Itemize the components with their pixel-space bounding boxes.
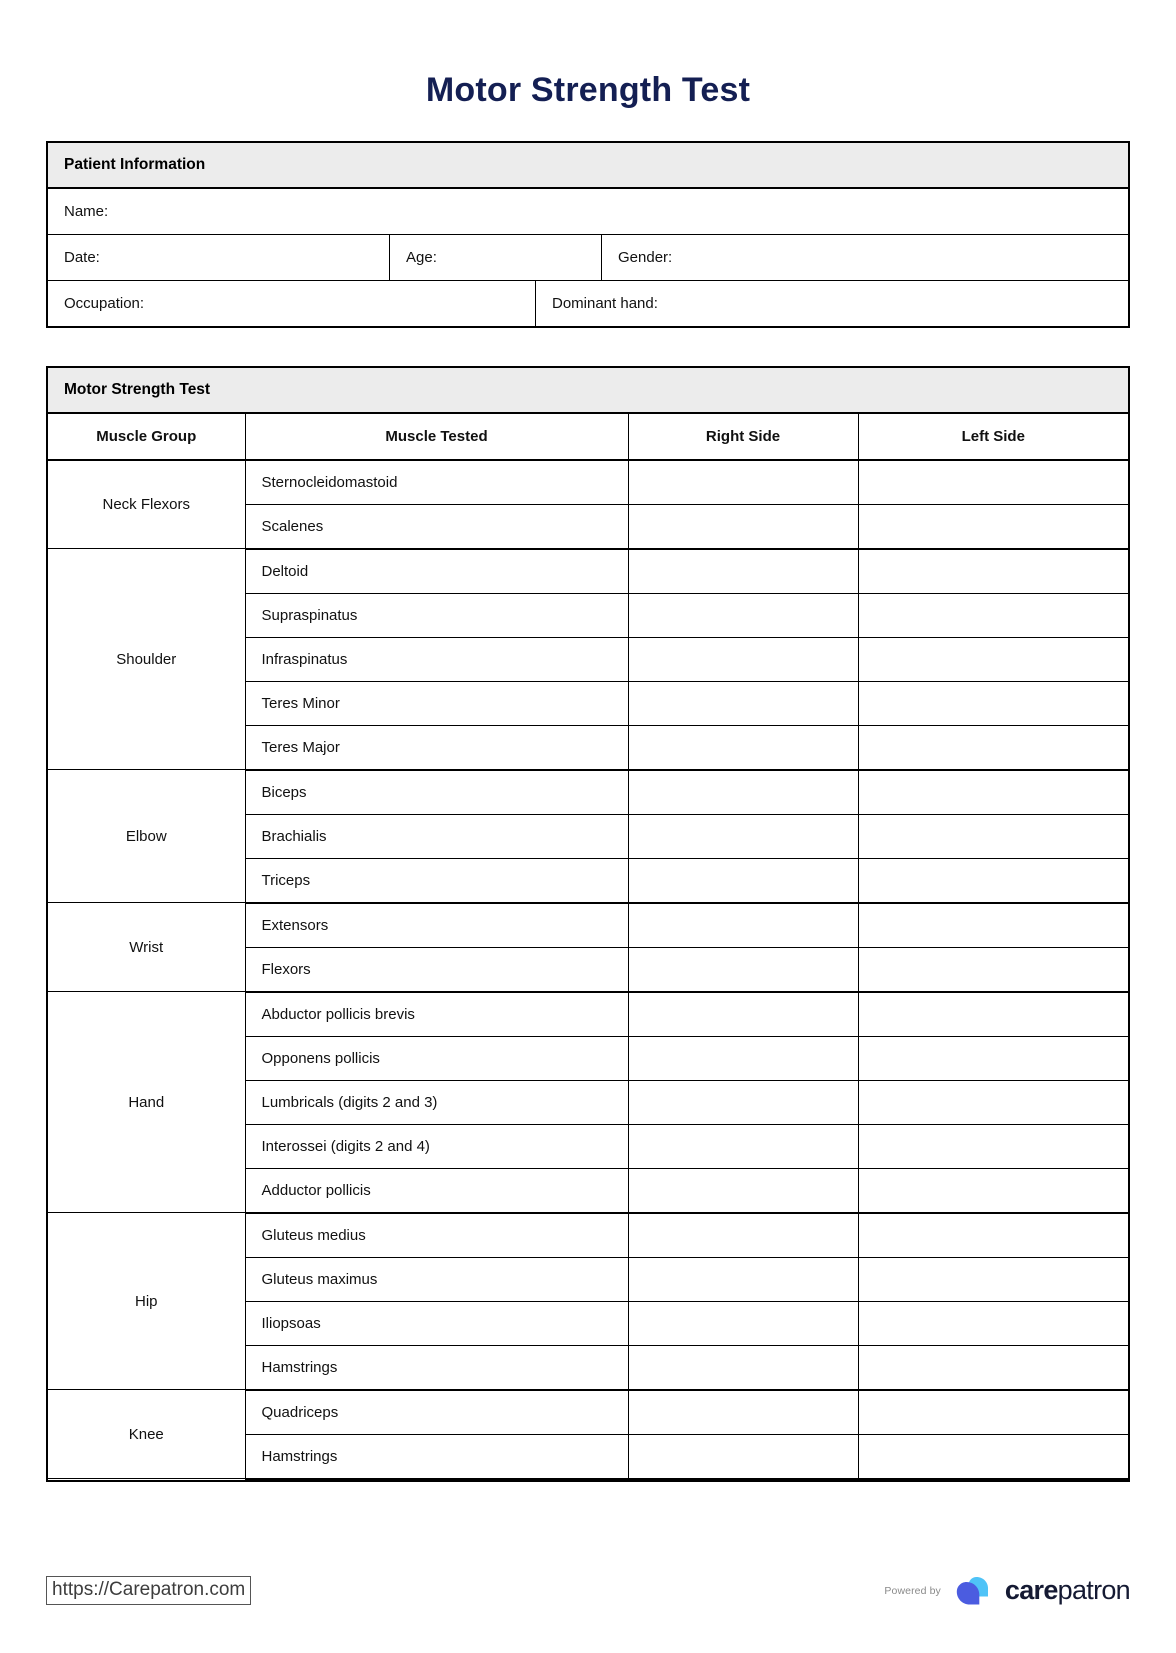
field-label: Gender:	[618, 248, 673, 266]
patient-field-age[interactable]	[390, 235, 602, 280]
left-side-input-cell[interactable]	[858, 549, 1128, 594]
right-side-input-cell[interactable]	[628, 1213, 858, 1258]
muscle-tested-cell: Brachialis	[245, 814, 628, 858]
left-side-input-cell[interactable]	[858, 992, 1128, 1037]
right-side-input-cell[interactable]	[628, 1345, 858, 1390]
left-side-input-cell[interactable]	[858, 814, 1128, 858]
right-side-input-cell[interactable]	[628, 637, 858, 681]
right-side-input-cell[interactable]	[628, 593, 858, 637]
muscle-tested-cell: Biceps	[245, 770, 628, 815]
right-side-input-cell[interactable]	[628, 858, 858, 903]
right-side-input-cell[interactable]	[628, 1168, 858, 1213]
patient-information-rows	[48, 189, 1128, 326]
muscle-tested-cell: Supraspinatus	[245, 593, 628, 637]
wordmark-patron: patron	[1057, 1575, 1130, 1606]
right-side-input-cell[interactable]	[628, 681, 858, 725]
patient-field-dominant_hand[interactable]	[536, 281, 1128, 326]
left-side-input-cell[interactable]	[858, 858, 1128, 903]
field-label: Occupation:	[64, 294, 145, 312]
table-body	[48, 460, 1128, 1479]
muscle-tested-cell: Adductor pollicis	[245, 1168, 628, 1213]
left-side-input-cell[interactable]	[858, 637, 1128, 681]
left-side-input-cell[interactable]	[858, 1168, 1128, 1213]
form-page	[0, 23, 1176, 1653]
left-side-input-cell[interactable]	[858, 681, 1128, 725]
table-row	[48, 549, 1128, 594]
muscle-group-cell: Hip	[48, 1213, 245, 1390]
motor-strength-test-table	[48, 414, 1128, 1480]
motor-strength-test-card	[46, 366, 1130, 1482]
muscle-group-cell: Wrist	[48, 903, 245, 992]
muscle-tested-cell: Teres Major	[245, 725, 628, 770]
left-side-input-cell[interactable]	[858, 1036, 1128, 1080]
column-header-right-side: Right Side	[628, 414, 858, 460]
muscle-tested-cell: Teres Minor	[245, 681, 628, 725]
right-side-input-cell[interactable]	[628, 1390, 858, 1435]
left-side-input-cell[interactable]	[858, 903, 1128, 948]
right-side-input-cell[interactable]	[628, 814, 858, 858]
muscle-group-cell: Knee	[48, 1390, 245, 1479]
patient-info-row	[48, 281, 1128, 326]
left-side-input-cell[interactable]	[858, 1301, 1128, 1345]
muscle-tested-cell: Infraspinatus	[245, 637, 628, 681]
right-side-input-cell[interactable]	[628, 770, 858, 815]
table-header-row	[48, 414, 1128, 460]
page-footer	[46, 1573, 1130, 1609]
field-label: Age:	[406, 248, 437, 266]
page-title: Motor Strength Test	[425, 70, 751, 109]
muscle-tested-cell: Iliopsoas	[245, 1301, 628, 1345]
left-side-input-cell[interactable]	[858, 770, 1128, 815]
table-row	[48, 460, 1128, 505]
muscle-tested-cell: Opponens pollicis	[245, 1036, 628, 1080]
patient-information-heading: Patient Information	[48, 143, 1128, 189]
table-row	[48, 770, 1128, 815]
field-label: Name:	[64, 202, 109, 220]
muscle-tested-cell: Scalenes	[245, 504, 628, 549]
column-header-muscle-group: Muscle Group	[48, 414, 245, 460]
table-header	[48, 414, 1128, 460]
left-side-input-cell[interactable]	[858, 725, 1128, 770]
left-side-input-cell[interactable]	[858, 1080, 1128, 1124]
right-side-input-cell[interactable]	[628, 504, 858, 549]
right-side-input-cell[interactable]	[628, 725, 858, 770]
left-side-input-cell[interactable]	[858, 1434, 1128, 1479]
muscle-group-cell: Elbow	[48, 770, 245, 903]
right-side-input-cell[interactable]	[628, 1434, 858, 1479]
table-row	[48, 1390, 1128, 1435]
left-side-input-cell[interactable]	[858, 1124, 1128, 1168]
carepatron-url-link[interactable]: https://Carepatron.com	[46, 1576, 251, 1605]
muscle-tested-cell: Flexors	[245, 947, 628, 992]
table-row	[48, 992, 1128, 1037]
patient-information-card	[46, 141, 1130, 328]
right-side-input-cell[interactable]	[628, 903, 858, 948]
right-side-input-cell[interactable]	[628, 460, 858, 505]
left-side-input-cell[interactable]	[858, 947, 1128, 992]
right-side-input-cell[interactable]	[628, 1301, 858, 1345]
muscle-tested-cell: Extensors	[245, 903, 628, 948]
patient-info-row	[48, 189, 1128, 235]
table-row	[48, 1213, 1128, 1258]
table-row	[48, 903, 1128, 948]
muscle-group-cell: Shoulder	[48, 549, 245, 770]
left-side-input-cell[interactable]	[858, 1213, 1128, 1258]
patient-field-occupation[interactable]	[48, 281, 536, 326]
muscle-tested-cell: Triceps	[245, 858, 628, 903]
left-side-input-cell[interactable]	[858, 1345, 1128, 1390]
patient-field-name[interactable]	[48, 189, 1128, 234]
muscle-tested-cell: Hamstrings	[245, 1434, 628, 1479]
right-side-input-cell[interactable]	[628, 549, 858, 594]
muscle-tested-cell: Hamstrings	[245, 1345, 628, 1390]
right-side-input-cell[interactable]	[628, 1257, 858, 1301]
brand-lockup	[884, 1574, 1130, 1608]
carepatron-wordmark	[1005, 1577, 1130, 1604]
right-side-input-cell[interactable]	[628, 947, 858, 992]
left-side-input-cell[interactable]	[858, 1257, 1128, 1301]
muscle-tested-cell: Interossei (digits 2 and 4)	[245, 1124, 628, 1168]
muscle-tested-cell: Gluteus medius	[245, 1213, 628, 1258]
right-side-input-cell[interactable]	[628, 1080, 858, 1124]
patient-field-date[interactable]	[48, 235, 390, 280]
right-side-input-cell[interactable]	[628, 1036, 858, 1080]
muscle-tested-cell: Abductor pollicis brevis	[245, 992, 628, 1037]
patient-field-gender[interactable]	[602, 235, 1128, 280]
powered-by-label: Powered by	[884, 1584, 941, 1597]
left-side-input-cell[interactable]	[858, 504, 1128, 549]
muscle-tested-cell: Sternocleidomastoid	[245, 460, 628, 505]
left-side-input-cell[interactable]	[858, 593, 1128, 637]
carepatron-logo-icon	[950, 1574, 996, 1608]
muscle-tested-cell: Lumbricals (digits 2 and 3)	[245, 1080, 628, 1124]
muscle-tested-cell: Quadriceps	[245, 1390, 628, 1435]
muscle-tested-cell: Gluteus maximus	[245, 1257, 628, 1301]
right-side-input-cell[interactable]	[628, 1124, 858, 1168]
muscle-group-cell: Hand	[48, 992, 245, 1213]
muscle-group-cell: Neck Flexors	[48, 460, 245, 549]
field-label: Dominant hand:	[552, 294, 658, 312]
right-side-input-cell[interactable]	[628, 992, 858, 1037]
left-side-input-cell[interactable]	[858, 1390, 1128, 1435]
muscle-tested-cell: Deltoid	[245, 549, 628, 594]
motor-strength-test-heading: Motor Strength Test	[48, 368, 1128, 414]
left-side-input-cell[interactable]	[858, 460, 1128, 505]
column-header-muscle-tested: Muscle Tested	[245, 414, 628, 460]
column-header-left-side: Left Side	[858, 414, 1128, 460]
field-label: Date:	[64, 248, 100, 266]
patient-info-row	[48, 235, 1128, 281]
wordmark-care: care	[1004, 1575, 1058, 1606]
